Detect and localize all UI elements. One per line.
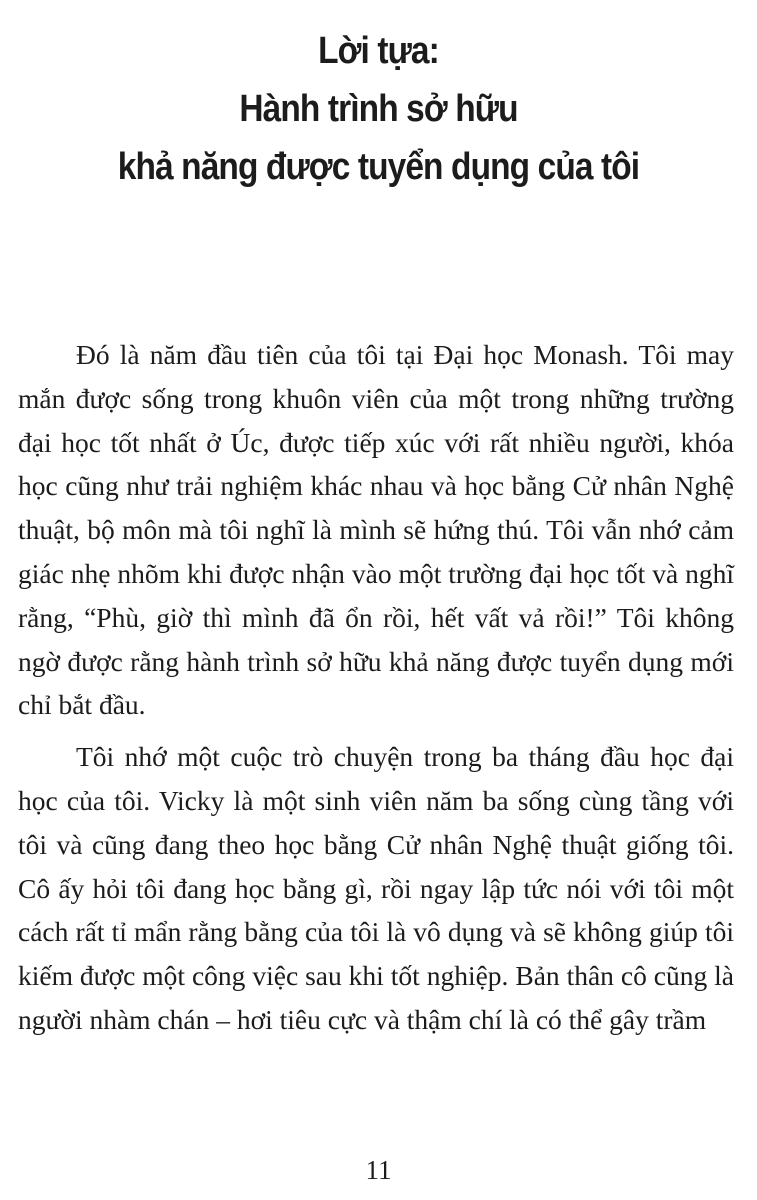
chapter-title [45, 22, 711, 196]
page-number: 11 [365, 1155, 392, 1185]
chapter-title-line-1: Lời tựa: [318, 30, 439, 72]
paragraph-1: Đó là năm đầu tiên của tôi tại Đại học Monash. Tôi may mắn được sống trong khuôn viên của một trong những trường đại học tốt nhất ở Úc, được tiếp xúc với rất nhiều người, khóa học cũng như trải nghiệm khác nhau và học bằng Cử nhân Nghệ thuật, bộ môn mà tôi nghĩ là mình sẽ hứng thú. Tôi vẫn nhớ cảm giác nhẹ nhõm khi được nhận vào một trường đại học tốt và nghĩ rằng, “Phù, giờ thì mình đã ổn rồi, hết vất vả rồi!” Tôi không ngờ được rằng hành trình sở hữu khả năng được tuyển dụng mới chỉ bắt đầu. [18, 339, 734, 721]
chapter-title-line-2: Hành trình sở hữu [239, 88, 518, 130]
chapter-title-line-3: khả năng được tuyển dụng của tôi [117, 146, 640, 188]
body-text [18, 333, 734, 1042]
paragraph-2: Tôi nhớ một cuộc trò chuyện trong ba tháng đầu học đại học của tôi. Vicky là một sinh viên năm ba sống cùng tầng với tôi và cũng đang theo học bằng Cử nhân Nghệ thuật giống tôi. Cô ấy hỏi tôi đang học bằng gì, rồi ngay lập tức nói với tôi một cách rất tỉ mẩn rằng bằng của tôi là vô dụng và sẽ không giúp tôi kiếm được một công việc sau khi tốt nghiệp. Bản thân cô cũng là người nhàm chán – hơi tiêu cực và thậm chí là có thể gây trầm [18, 741, 734, 1035]
